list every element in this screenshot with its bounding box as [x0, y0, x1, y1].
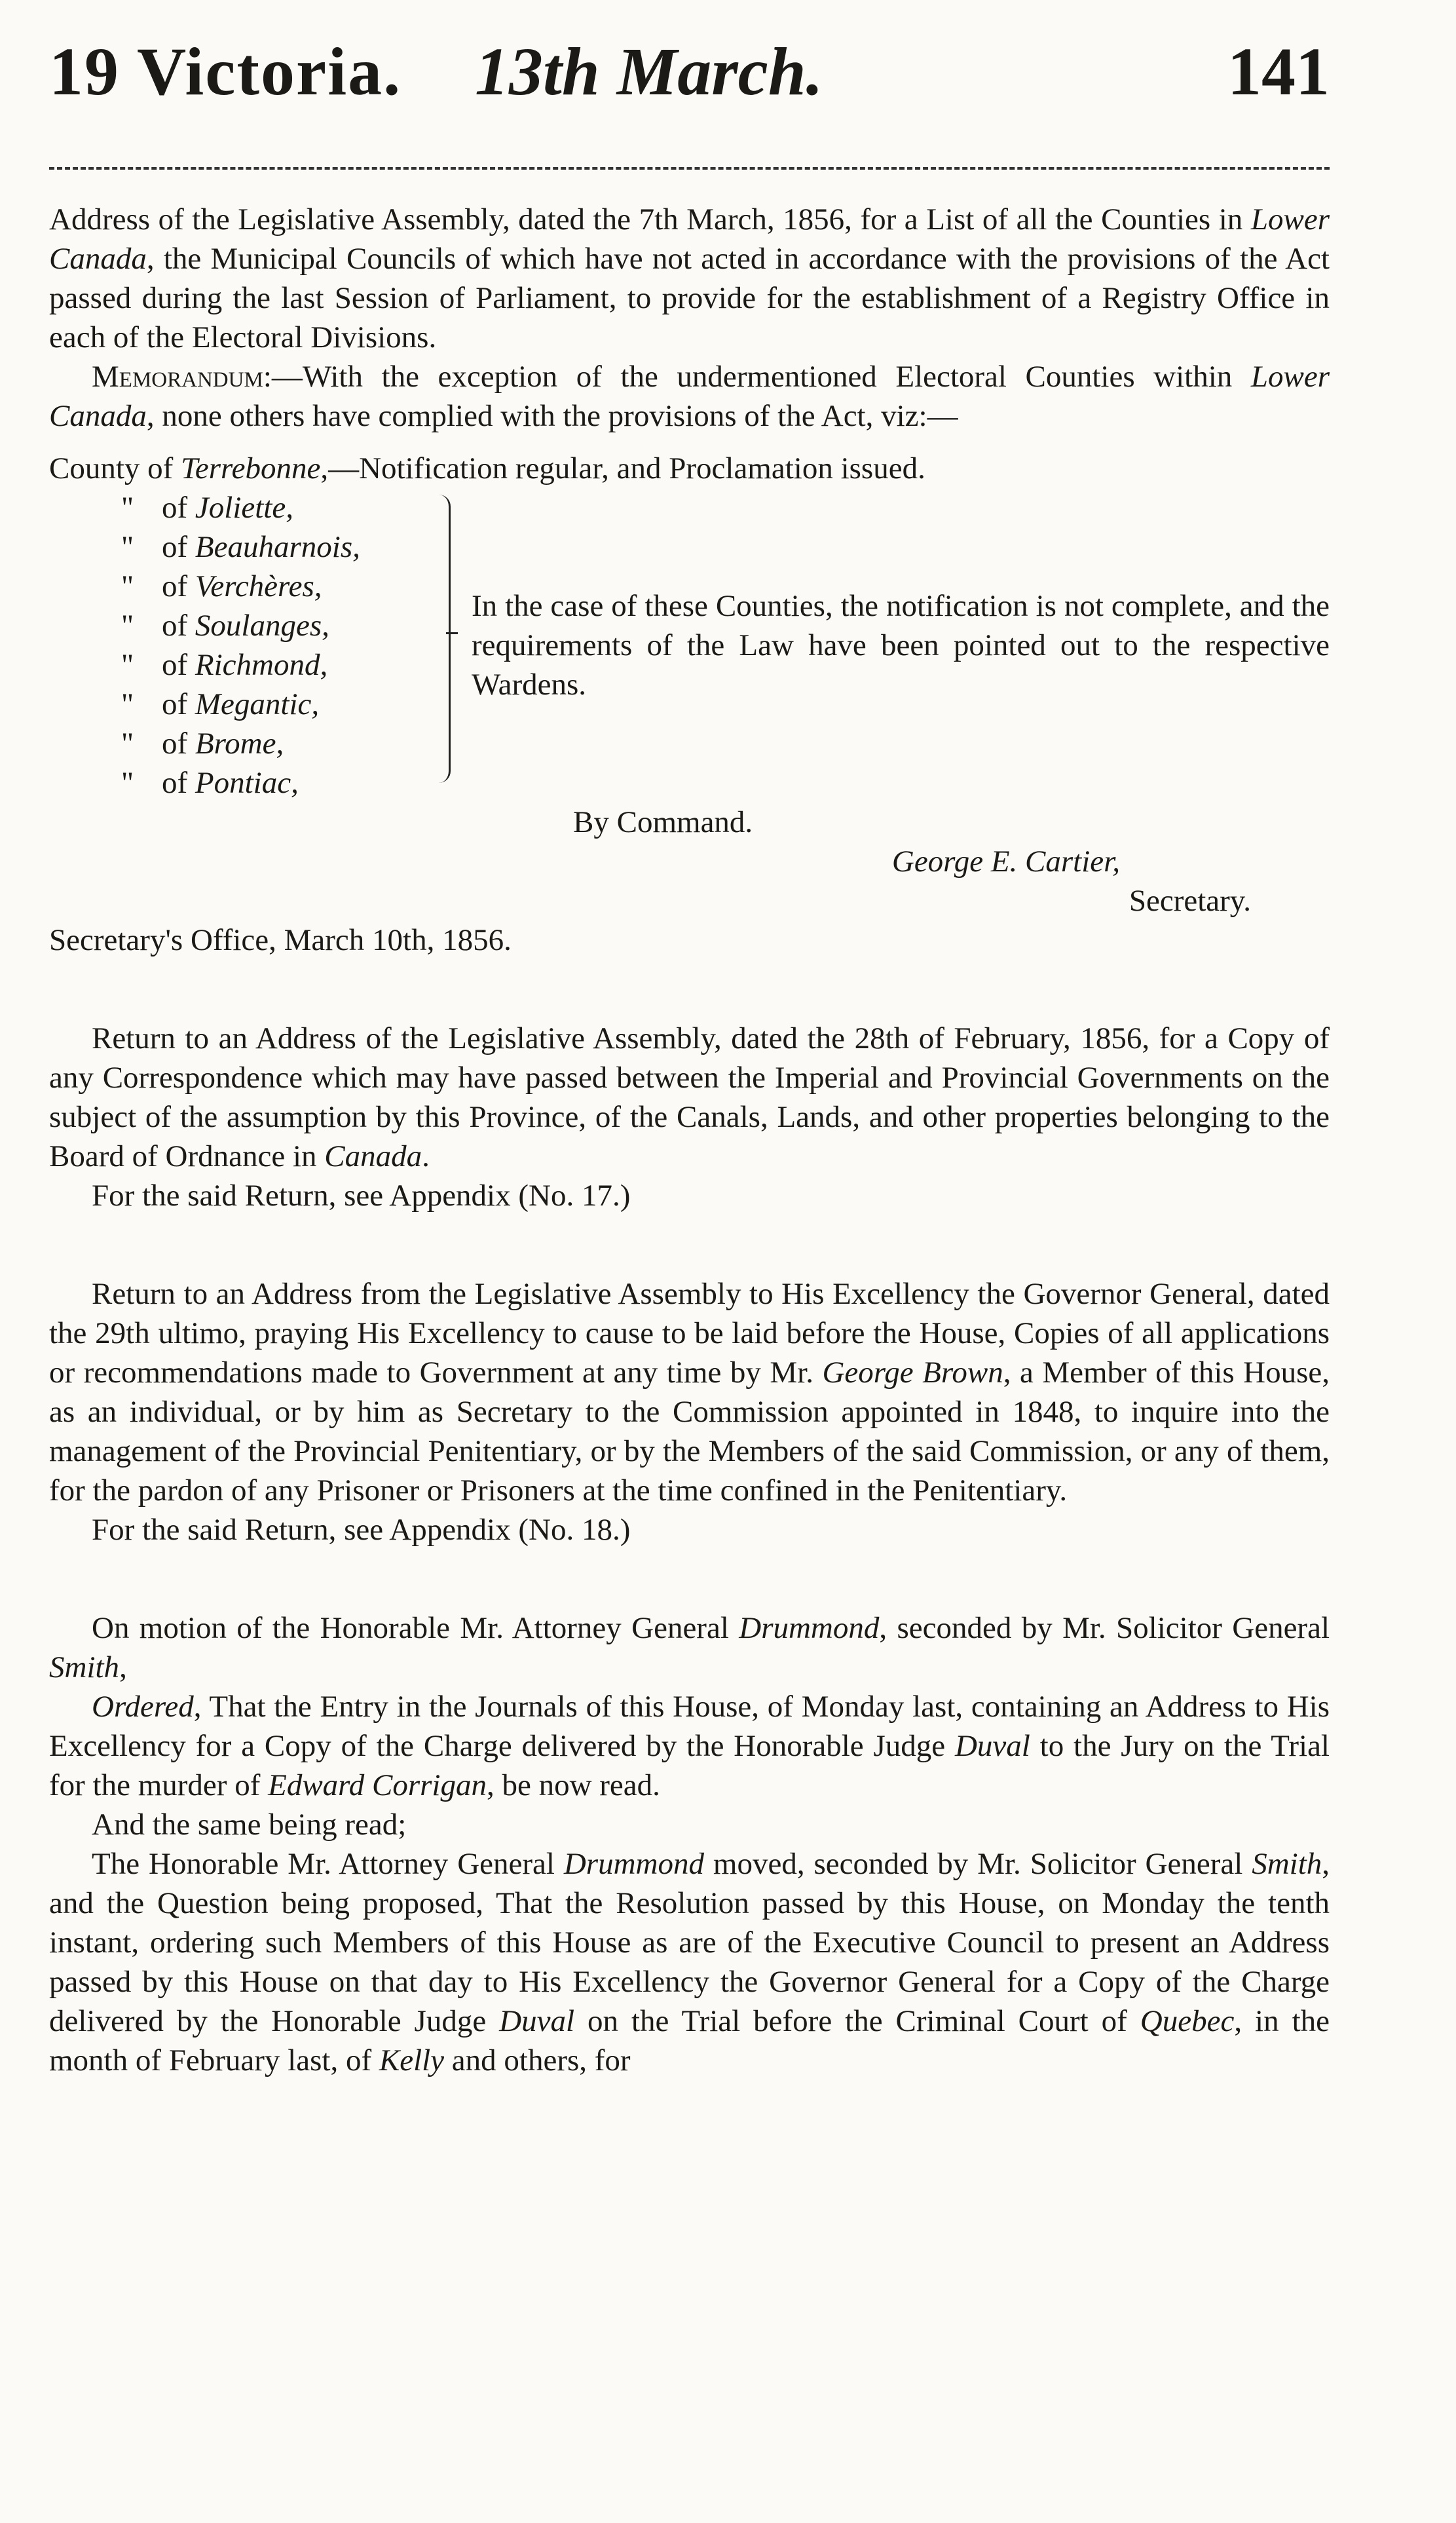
- signatory-line: [49, 842, 1330, 881]
- page-header: [49, 33, 1330, 118]
- county-terrebonne-line: County of Terrebonne,—Notification regular, and Proclamation issued.: [49, 451, 925, 485]
- county-name: of Verchères,: [162, 569, 322, 603]
- address-paragraph: Address of the Legislative Assembly, dated the 7th March, 1856, for a List of all the Counties in Lower Canada, the Municipal Councils of which have not acted in accordance with the provisions of the Act passed during the last Session of Parliament, to provide for the establishment of a Registry Office in each of the Electoral Divisions.: [49, 202, 1330, 354]
- ditto-mark: ": [121, 766, 134, 800]
- return-paragraph-penitentiary: Return to an Address from the Legislative Assembly to His Excellency the Governor General, dated the 29th ultimo, praying His Excellency to cause to be laid before the House, Copies of all applications or recommendations made to Government at any time by Mr. George Brown, a Member of this House, as an individual, or by him as Secretary to the Commission appointed in 1848, to inquire into the management of the Provincial Penitentiary, or by the Members of the said Commission, or any of them, for the pardon of any Prisoner or Prisoners at the time confined in the Penitentiary.: [49, 1277, 1330, 1508]
- ditto-mark: ": [121, 530, 134, 564]
- by-command: By Command.: [573, 805, 753, 839]
- appendix-18-line: For the said Return, see Appendix (No. 18.): [92, 1513, 631, 1547]
- office-line: Secretary's Office, March 10th, 1856.: [49, 923, 512, 957]
- motion-paragraph: On motion of the Honorable Mr. Attorney General Drummond, seconded by Mr. Solicitor General Smith,: [49, 1611, 1330, 1684]
- page-number: 141: [1227, 34, 1330, 109]
- ditto-mark: ": [121, 491, 134, 525]
- ditto-mark: ": [121, 569, 134, 603]
- county-row: [49, 685, 442, 724]
- memorandum-paragraph: Memorandum:—With the exception of the undermentioned Electoral Counties within Lower Canada, none others have complied with the provisions of the Act, viz:—: [49, 360, 1330, 433]
- county-row: [49, 763, 442, 803]
- brace-tip: [446, 632, 458, 634]
- appendix-17-line: For the said Return, see Appendix (No. 17.): [92, 1179, 631, 1213]
- header-regnal-year: 19 Victoria.: [49, 34, 402, 109]
- county-row: [49, 488, 442, 527]
- county-list: [49, 488, 442, 803]
- county-row: [49, 527, 442, 567]
- county-name: of Brome,: [162, 727, 284, 761]
- county-row: [49, 606, 442, 645]
- read-line: And the same being read;: [92, 1808, 407, 1842]
- header-date: 13th March.: [475, 34, 823, 109]
- brace: [429, 495, 451, 783]
- county-name: of Soulanges,: [162, 609, 329, 643]
- ditto-mark: ": [121, 687, 134, 721]
- county-name: of Beauharnois,: [162, 530, 360, 564]
- ditto-mark: ": [121, 727, 134, 761]
- county-row: [49, 567, 442, 606]
- county-row: [49, 724, 442, 763]
- ditto-mark: ": [121, 648, 134, 682]
- county-name: of Pontiac,: [162, 766, 299, 800]
- county-row: [49, 645, 442, 685]
- county-brace-note: In the case of these Counties, the notification is not complete, and the requirements of the Law have been pointed out to the respective Wardens.: [472, 589, 1330, 702]
- return-paragraph-ordnance: Return to an Address of the Legislative Assembly, dated the 28th of February, 1856, for a Copy of any Correspondence which may have passed between the Imperial and Provincial Governments on the subject of the assumption by this Province, of the Canals, Lands, and other properties belonging to the Board of Ordnance in Canada.: [49, 1021, 1330, 1173]
- page-body: [49, 200, 1330, 2080]
- county-name: of Richmond,: [162, 648, 328, 682]
- moved-paragraph: The Honorable Mr. Attorney General Drummond moved, seconded by Mr. Solicitor General Smith, and the Question being proposed, That the Resolution passed by this House, on Monday the tenth instant, ordering such Members of this House as are of the Executive Council to present an Address passed by this House on that day to His Excellency the Governor General for a Copy of the Charge delivered by the Honorable Judge Duval on the Trial before the Criminal Court of Quebec, in the month of February last, of Kelly and others, for: [49, 1847, 1330, 2077]
- ditto-mark: ": [121, 609, 134, 643]
- ordered-paragraph: Ordered, That the Entry in the Journals of this House, of Monday last, containing an Address to His Excellency for a Copy of the Charge delivered by the Honorable Judge Duval to the Jury on the Trial for the murder of Edward Corrigan, be now read.: [49, 1690, 1330, 1802]
- county-list-block: [49, 488, 1330, 803]
- county-name: of Joliette,: [162, 491, 293, 525]
- signatory-title: Secretary.: [1129, 884, 1251, 918]
- county-name: of Megantic,: [162, 687, 320, 721]
- signatory-name: George E. Cartier,: [891, 844, 1120, 879]
- header-rule: [49, 167, 1330, 170]
